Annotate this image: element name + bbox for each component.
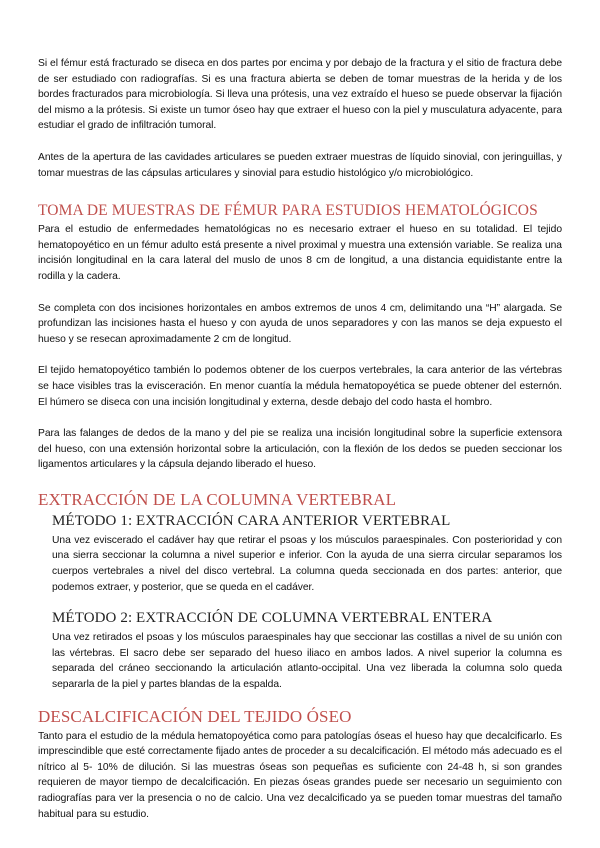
- subheading-metodo-2: MÉTODO 2: EXTRACCIÓN DE COLUMNA VERTEBRAL ENTERA: [52, 610, 493, 627]
- metodo-1-paragraph: Una vez eviscerado el cadáver hay que retirar el psoas y los músculos paraespinales. Con posterioridad y con una sierra seccionar la columna a nivel superior e inferior. Con la ayuda de una sierra circular separamos los cuerpos vertebrales a nivel del disco vertebral. La columna queda seccionada en dos partes: anterior, que podemos extraer, y posterior, que se queda en el cadáver.: [52, 534, 562, 593]
- femur-paragraph-2: Se completa con dos incisiones horizontales en ambos extremos de unos 4 cm, delimitando una “H” alargada. Se profundizan las incisiones hasta el hueso y con ayuda de unos separadores y con las manos se deja expuesto el hueso y se resecan aproximadamente 2 cm de longitud.: [38, 302, 562, 345]
- metodo-2-paragraph: Una vez retirados el psoas y los músculos paraespinales hay que seccionar las costillas a nivel de su unión con las vértebras. El sacro debe ser separado del hueso iliaco en ambos lados. A nivel superior la columna es separada del cráneo seccionando la articulación atlanto-occipital. Una vez liberada la columna solo queda separarla de la piel y partes blandas de la espalda.: [52, 632, 562, 691]
- intro-paragraph-1: Si el fémur está fracturado se diseca en dos partes por encima y por debajo de la fractura y el sitio de fractura debe de ser estudiado con radiografías. Si es una fractura abierta se deben de tomar muestras de la herida y de los bordes fracturados para microbiología. Si lleva una prótesis, una vez extraído el hueso se puede observar la fijación del mismo a la prótesis. Si existe un tumor óseo hay que extraer el hueso con la piel y musculatura adyacente, para estudiar el grado de infiltración tumoral.: [38, 58, 562, 132]
- subheading-metodo-1: MÉTODO 1: EXTRACCIÓN CARA ANTERIOR VERTEBRAL: [52, 512, 451, 529]
- intro-paragraph-2: Antes de la apertura de las cavidades articulares se pueden extraer muestras de líquido sinovial, con jeringuillas, y tomar muestras de las cápsulas articulares y sinovial para estudio histológico y/o microbiológico.: [38, 151, 562, 179]
- descalcificacion-paragraph: Tanto para el estudio de la médula hematopoyética como para patologías óseas el hueso hay que decalcificarlo. Es imprescindible que esté correctamente fijado antes de proceder a su decalcificación. El método más adecuado es el nítrico al 5- 10% de dilución. Si las muestras óseas son pequeñas es suficiente con 24-48 h, si son grandes requieren de mayor tiempo de decalcificación. En piezas óseas grandes puede ser necesario un seguimiento con radiografías para ver la presencia o no de calcio. Una vez decalcificado ya se pueden tomar muestras del tamaño habitual para su estudio.: [38, 730, 562, 820]
- section-heading-femur: TOMA DE MUESTRAS DE FÉMUR PARA ESTUDIOS HEMATOLÓGICOS: [38, 202, 538, 220]
- femur-paragraph-4: Para las falanges de dedos de la mano y del pie se realiza una incisión longitudinal sobre la superficie extensora del hueso, con una extensión horizontal sobre la articulación, con la flexión de los dedos se pueden seccionar los ligamentos articulares y la cápsula dejando liberado el hueso.: [38, 428, 562, 471]
- femur-paragraph-3: El tejido hematopoyético también lo podemos obtener de los cuerpos vertebrales, la cara anterior de las vértebras se hace visibles tras la evisceración. En menor cuantía la médula hematopoyética se puede obtener del esternón. El húmero se diseca con una incisión longitudinal y externa, desde debajo del codo hasta el hombro.: [38, 365, 562, 408]
- section-heading-descalcificacion: DESCALCIFICACIÓN DEL TEJIDO ÓSEO: [38, 706, 352, 726]
- section-heading-columna: EXTRACCIÓN DE LA COLUMNA VERTEBRAL: [38, 489, 397, 509]
- femur-paragraph-1: Para el estudio de enfermedades hematológicas no es necesario extraer el hueso en su totalidad. El tejido hematopoyético en un fémur adulto está presente a nivel proximal y muestra una extensión variable. Se realiza una incisión longitudinal en la cara lateral del muslo de unos 8 cm de longitud, a una distancia equidistante entre la rodilla y la cadera.: [38, 224, 562, 282]
